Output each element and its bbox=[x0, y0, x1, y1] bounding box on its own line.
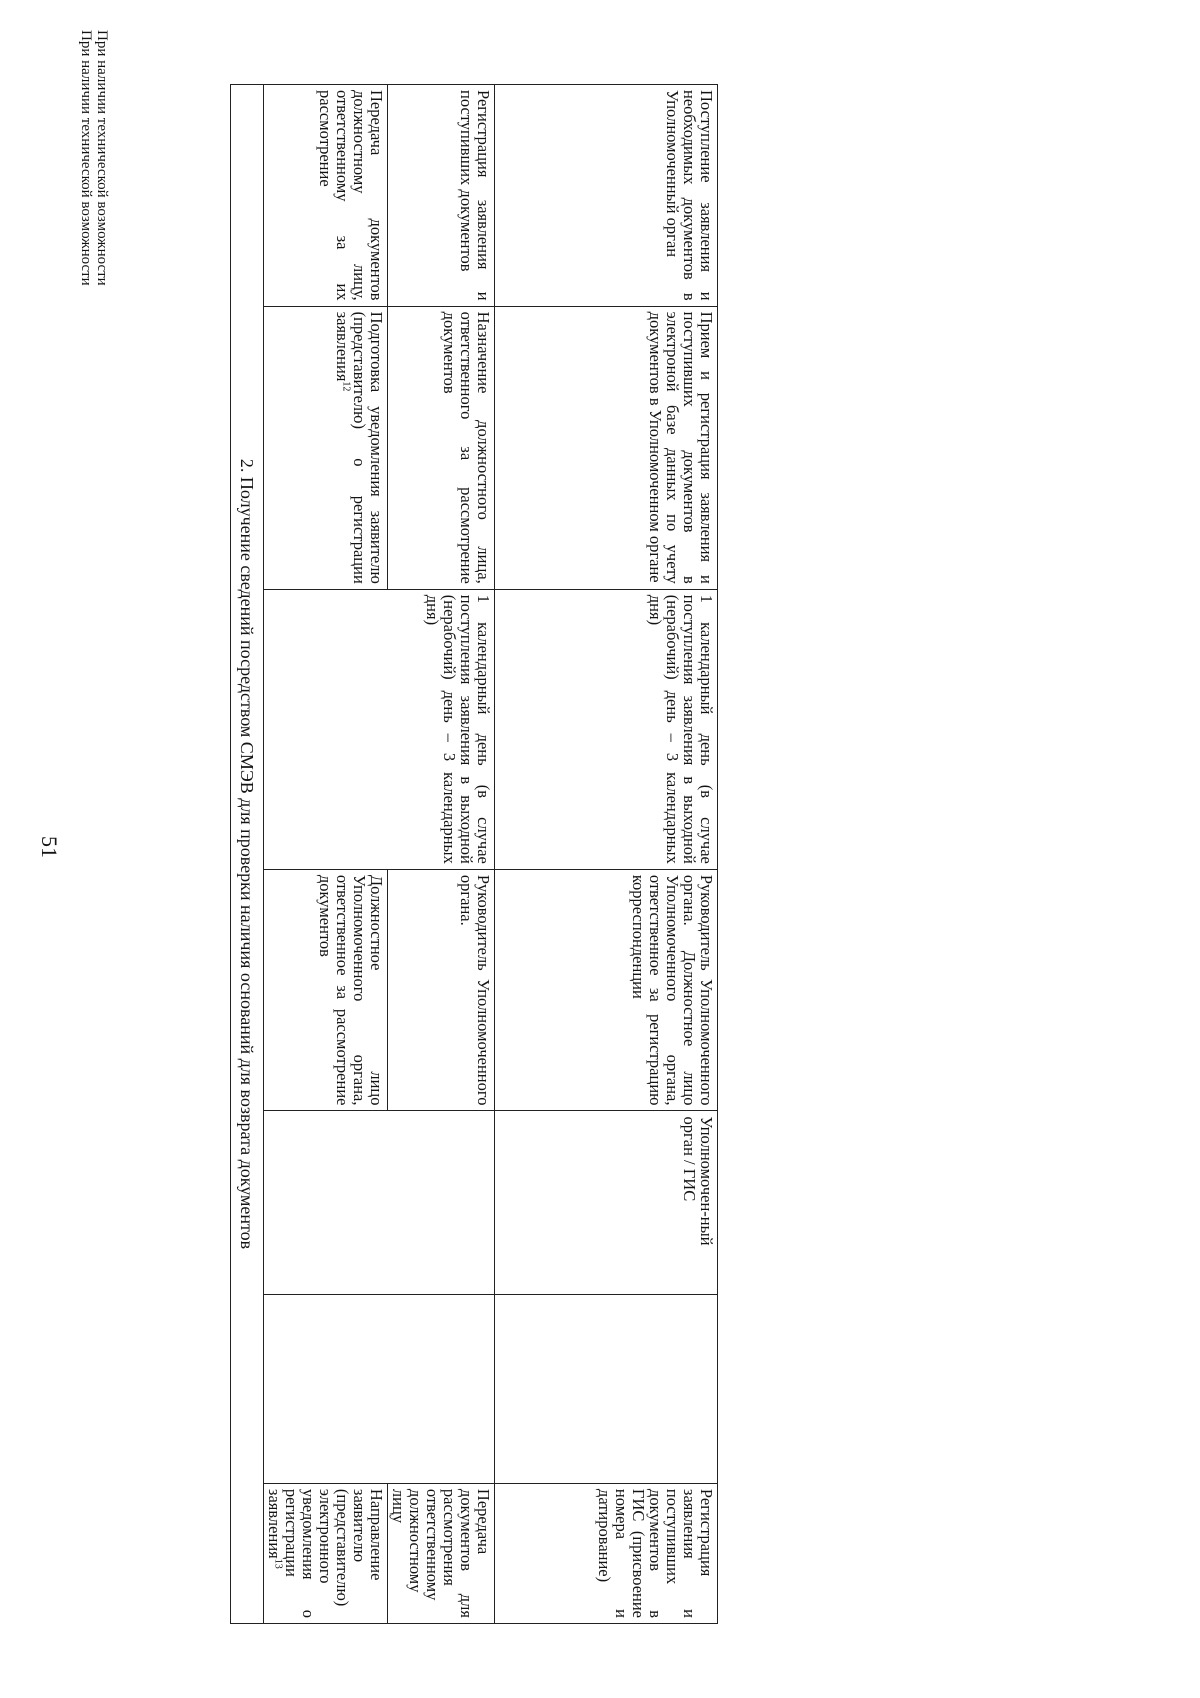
result-text: Направление заявителю (представителю) электронного уведомления о регистрации заявления bbox=[265, 1488, 386, 1618]
cell-result: Передача документов для рассмотрения ответственному должностному лицу bbox=[388, 1483, 495, 1623]
footnote: При наличии технической возможности bbox=[78, 30, 94, 286]
cell-deadline: 1 календарный день (в случае поступления заявления в выходной (нерабочий) день – 3 календарных дня) bbox=[264, 589, 495, 869]
action-text: Подготовка уведомления заявителю (представителю) о регистрации заявления bbox=[333, 311, 386, 584]
footnotes bbox=[78, 30, 110, 930]
cell-result: Регистрация заявления и поступивших документов в ГИС (присвоение номера и датирование) bbox=[495, 1483, 718, 1623]
cell-responsible: Руководитель Уполномоченного органа. Должностное лицо Уполномоченного органа, ответственное за регистрацию корреспонденции bbox=[495, 869, 718, 1111]
section-title: 2. Получение сведений посредством СМЭВ для проверки наличия оснований для возврата документов bbox=[231, 85, 264, 1624]
cell-system: Уполномочен-ный орган / ГИС bbox=[495, 1111, 718, 1294]
cell-action: Назначение должностного лица, ответственного за рассмотрение документов bbox=[388, 306, 495, 589]
cell-empty bbox=[264, 1111, 495, 1294]
procedure-table bbox=[230, 84, 718, 1624]
page-number: 51 bbox=[37, 836, 62, 858]
cell-action bbox=[264, 306, 388, 589]
cell-receipt: Поступление заявления и необходимых документов в Уполномоченный орган bbox=[495, 85, 718, 307]
cell-step: Регистрация заявления и поступивших документов bbox=[388, 85, 495, 307]
table-row bbox=[495, 85, 718, 1624]
cell-reception-registration: Прием и регистрация заявления и поступивших документов в электроной базе данных по учету документов в Уполномоченном органе bbox=[495, 306, 718, 589]
cell-responsible: Должностное лицо Уполномоченного органа, ответственное за рассмотрение документов bbox=[264, 869, 388, 1111]
cell-deadline: 1 календарный день (в случае поступления заявления в выходной (нерабочий) день – 3 календарных дня) bbox=[495, 589, 718, 869]
cell-empty bbox=[495, 1294, 718, 1483]
footnote: При наличии технической возможности bbox=[94, 30, 110, 286]
section-row bbox=[231, 85, 264, 1624]
cell-empty bbox=[264, 1294, 495, 1483]
footnote-ref: 12 bbox=[340, 381, 352, 392]
cell-responsible: Руководитель Уполномоченного органа. bbox=[388, 869, 495, 1111]
footnote-ref: 13 bbox=[272, 1558, 284, 1569]
cell-result bbox=[264, 1483, 388, 1623]
cell-step: Передача документов должностному лицу, ответственному за их рассмотрение bbox=[264, 85, 388, 307]
